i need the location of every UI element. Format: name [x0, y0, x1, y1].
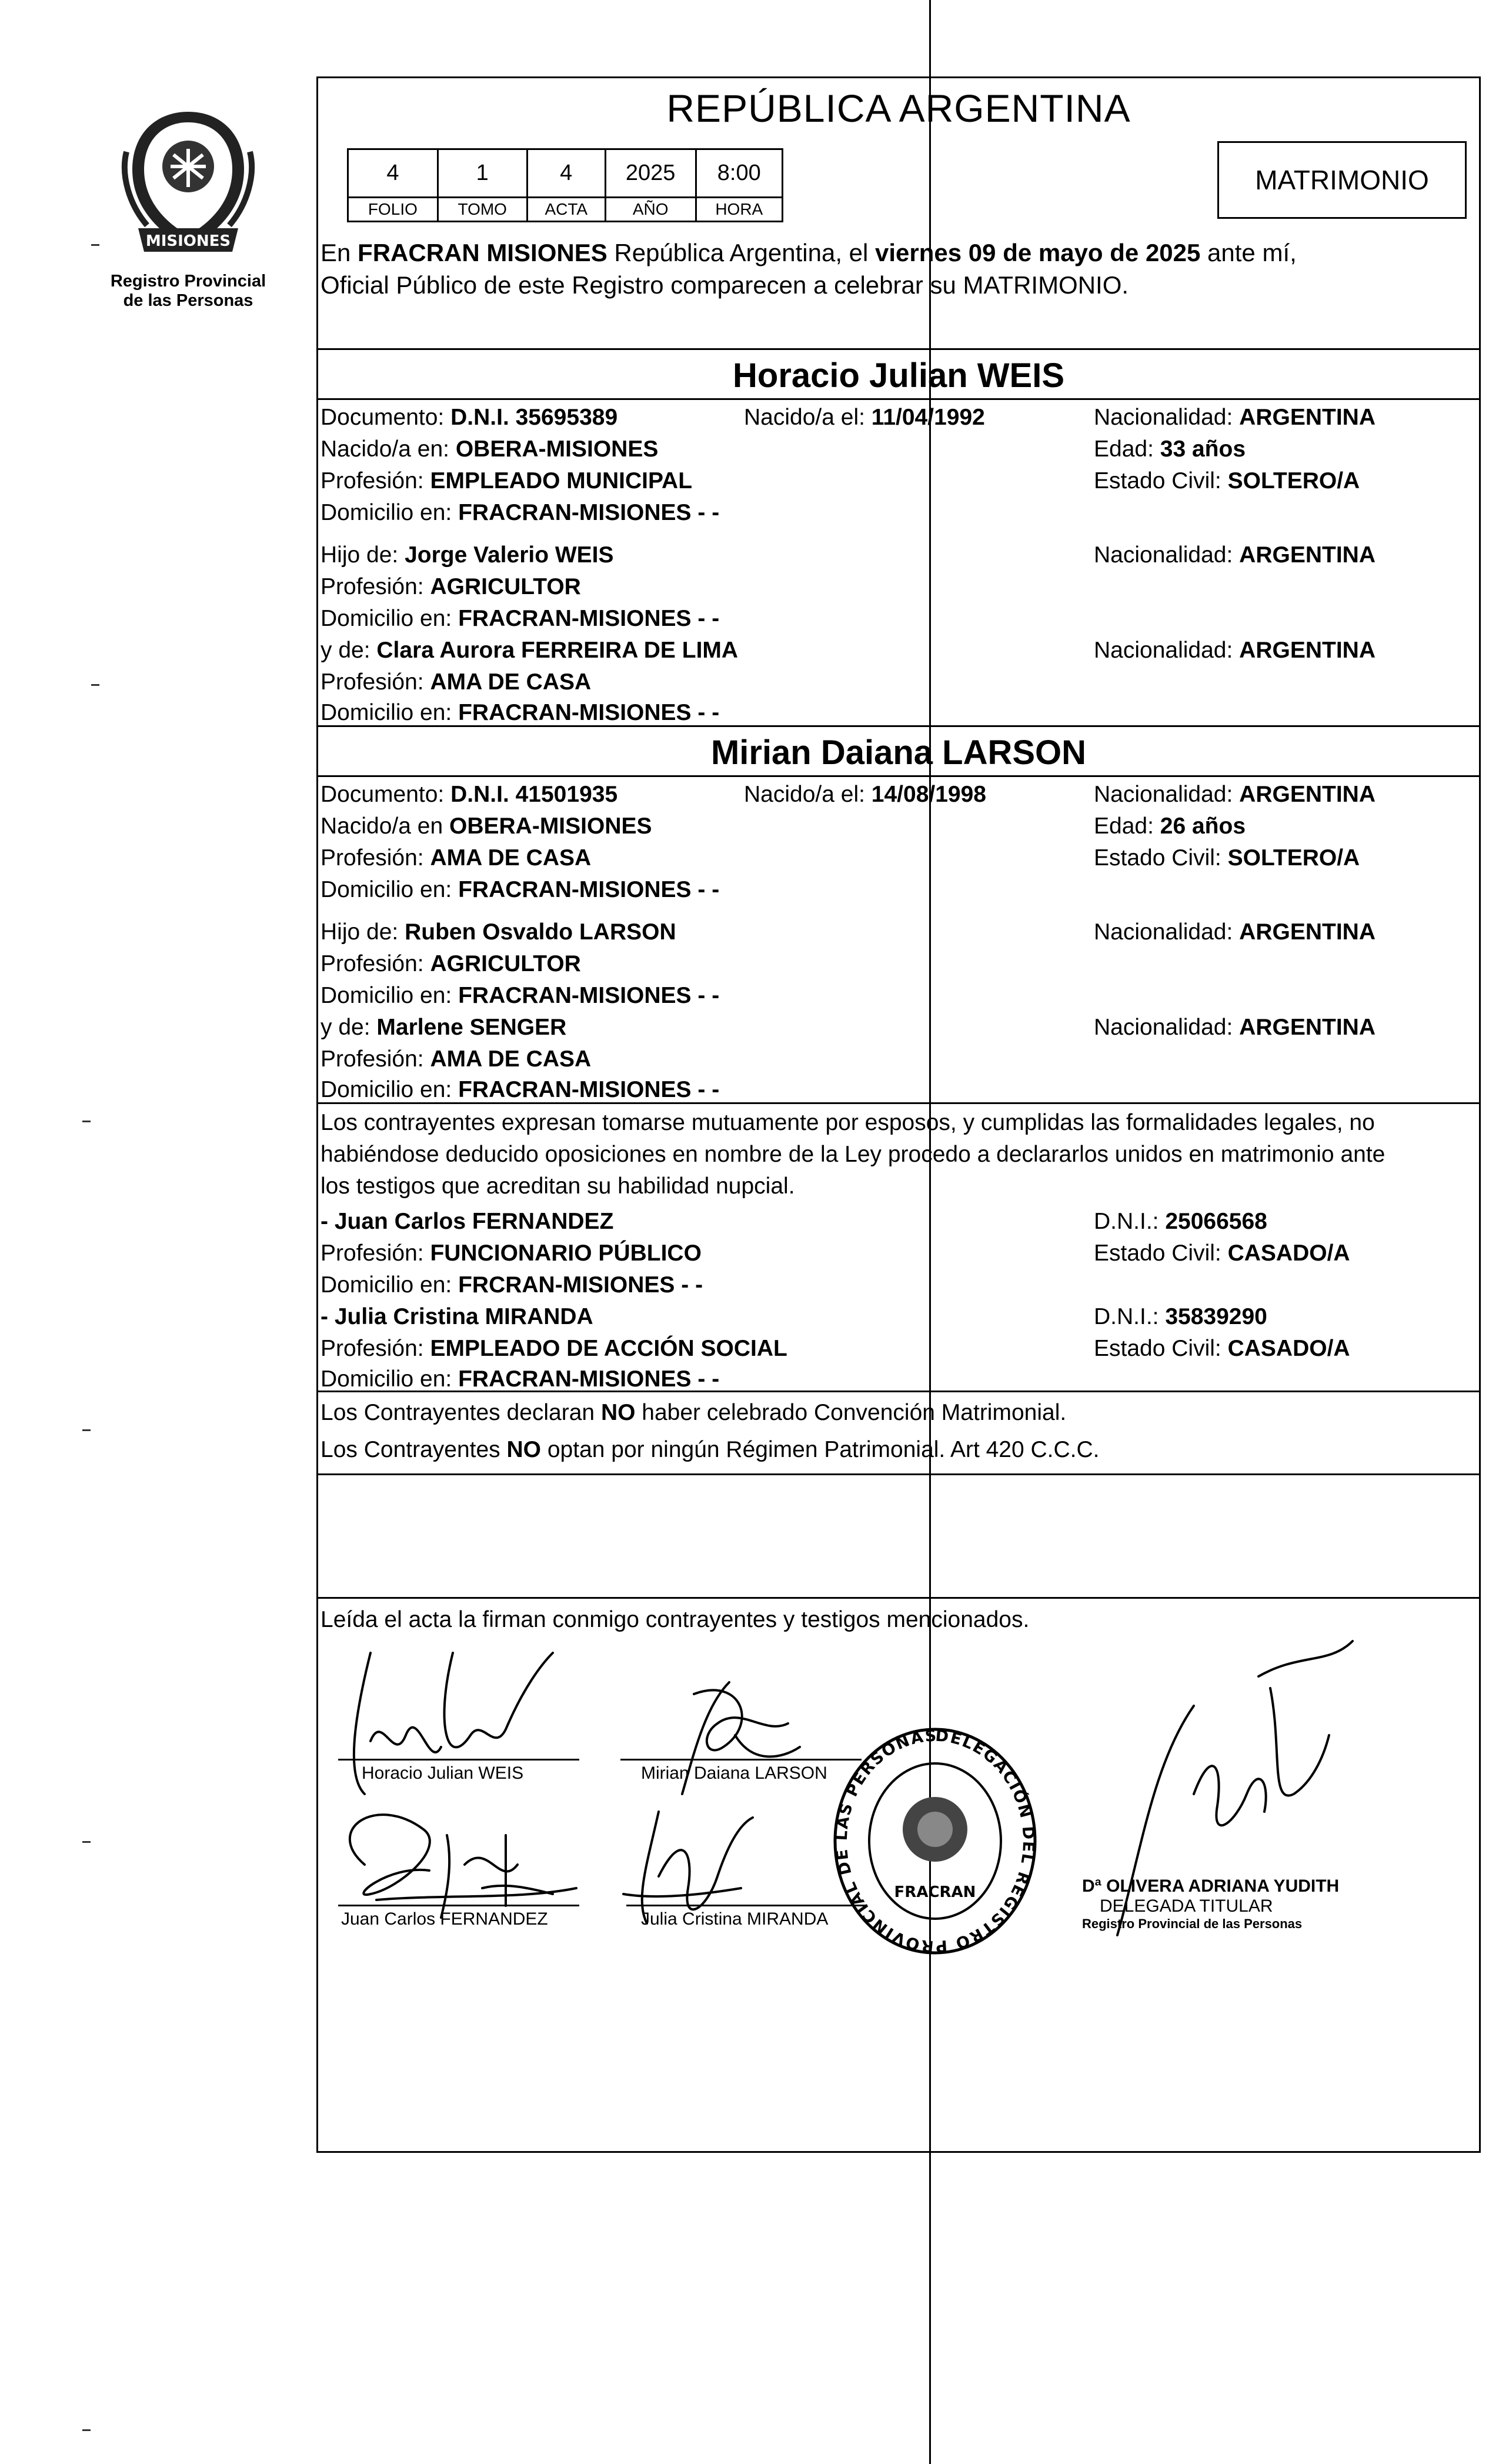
value: FRACRAN-MISIONES - -: [458, 983, 720, 1008]
label: Nacido/a en:: [321, 436, 456, 462]
c2-father-nationality: [1094, 919, 1376, 945]
intro-pre: En: [321, 239, 358, 266]
label: Nacionalidad:: [1094, 782, 1240, 807]
witness-1-civil: [1094, 1241, 1350, 1266]
label: Estado Civil:: [1094, 1336, 1228, 1361]
c1-father-nationality: [1094, 542, 1376, 568]
value: FUNCIONARIO PÚBLICO: [430, 1241, 702, 1266]
contrayente-2-name: Mirian Daiana LARSON: [710, 733, 1087, 772]
value: FRACRAN-MISIONES - -: [458, 1077, 720, 1102]
witness-1-domicile: [321, 1272, 703, 1298]
scan-mark: [82, 1121, 91, 1122]
acta-label: ACTA: [527, 198, 605, 222]
provincial-registry-logo: [115, 105, 262, 264]
value: AGRICULTOR: [430, 951, 581, 976]
c1-mother-profession: [321, 669, 591, 695]
c2-father-profession: [321, 951, 581, 977]
anio-label: AÑO: [605, 198, 696, 222]
folio-label: FOLIO: [348, 198, 438, 222]
value: CASADO/A: [1227, 1336, 1350, 1361]
c2-domicile: [321, 877, 719, 903]
value: AGRICULTOR: [430, 574, 581, 599]
hora-label: HORA: [696, 198, 782, 222]
c1-profession: [321, 468, 692, 494]
value: AMA DE CASA: [430, 669, 592, 695]
witness-2-domicile: [321, 1366, 719, 1392]
label: Profesión:: [321, 1046, 430, 1072]
c2-birthplace: [321, 813, 652, 839]
value: FRACRAN-MISIONES - -: [458, 1366, 720, 1392]
note-pre: Los Contrayentes: [321, 1437, 507, 1462]
value: Marlene SENGER: [376, 1015, 567, 1040]
signature-label-2: Mirian Daiana LARSON: [641, 1763, 827, 1783]
witness-1-profession: [321, 1241, 702, 1266]
label: Nacionalidad:: [1094, 919, 1240, 945]
c2-age: [1094, 813, 1246, 839]
intro-line-2: Oficial Público de este Registro comparecen a celebrar su MATRIMONIO.: [321, 271, 1129, 299]
value: ARGENTINA: [1239, 782, 1376, 807]
stamp-ring-text: DELEGACIÓN DEL REGISTRO PROVINCIAL DE LAS PERSONAS: [832, 1726, 1038, 1956]
declaration-paragraph: [321, 1107, 1476, 1202]
c2-mother-domicile: [321, 1077, 719, 1103]
divider: [316, 1597, 1481, 1599]
signature-horacio: [354, 1653, 553, 1794]
value: FRACRAN-MISIONES - -: [458, 877, 720, 902]
label: Profesión:: [321, 574, 430, 599]
scan-mark: [91, 684, 99, 686]
label: Documento:: [321, 782, 451, 807]
signature-label-3: Juan Carlos FERNANDEZ: [341, 1909, 548, 1929]
label: Nacido/a el:: [744, 782, 872, 807]
act-type-box: MATRIMONIO: [1217, 141, 1467, 219]
label: Edad:: [1094, 436, 1160, 462]
c2-profession: [321, 845, 591, 871]
signature-mirian: [682, 1682, 800, 1794]
divider: [316, 775, 1481, 777]
c1-age: [1094, 436, 1246, 462]
anio-value: 2025: [605, 149, 696, 198]
c2-mother-profession: [321, 1046, 591, 1072]
signature-julia: [623, 1812, 753, 1923]
c2-mother-nationality: [1094, 1015, 1376, 1041]
label: Domicilio en:: [321, 1366, 459, 1392]
official-role: DELEGADA TITULAR: [1100, 1896, 1273, 1916]
value: FRACRAN-MISIONES - -: [458, 700, 720, 725]
value: FRCRAN-MISIONES - -: [458, 1272, 703, 1298]
c1-father: [321, 542, 614, 568]
label: Profesión:: [321, 669, 430, 695]
label: Estado Civil:: [1094, 845, 1228, 871]
logo-caption-1: Registro Provincial: [110, 272, 266, 291]
c1-mother-domicile: [321, 700, 719, 726]
label: D.N.I.:: [1094, 1304, 1166, 1329]
label: Documento:: [321, 405, 451, 430]
label: Domicilio en:: [321, 700, 459, 725]
c2-document: [321, 782, 617, 808]
value: SOLTERO/A: [1227, 845, 1360, 871]
value: SOLTERO/A: [1227, 468, 1360, 494]
label: Domicilio en:: [321, 606, 459, 631]
intro-line-1: [321, 238, 1297, 268]
label: Domicilio en:: [321, 877, 459, 902]
registry-stamp: [829, 1718, 1041, 1965]
c2-civil-status: [1094, 845, 1360, 871]
official-name: Dª OLIVERA ADRIANA YUDITH: [1082, 1876, 1340, 1896]
value: 35839290: [1165, 1304, 1267, 1329]
note-post: optan por ningún Régimen Patrimonial. Art 420 C.C.C.: [541, 1437, 1100, 1462]
label: Nacionalidad:: [1094, 638, 1240, 663]
c2-father-domicile: [321, 983, 719, 1009]
intro-mid: República Argentina, el: [607, 239, 876, 266]
value: ARGENTINA: [1239, 405, 1376, 430]
note-convention: [321, 1400, 1066, 1426]
c1-civil-status: [1094, 468, 1360, 494]
label: D.N.I.:: [1094, 1209, 1166, 1234]
divider: [316, 348, 1481, 350]
logo-text: MISIONES: [145, 232, 231, 250]
value: EMPLEADO MUNICIPAL: [430, 468, 693, 494]
witness-1-name: - Juan Carlos FERNANDEZ: [321, 1209, 614, 1234]
label: Profesión:: [321, 845, 430, 871]
c2-father: [321, 919, 676, 945]
c1-father-domicile: [321, 606, 719, 632]
value: FRACRAN-MISIONES - -: [458, 500, 720, 525]
c2-mother: [321, 1015, 566, 1041]
c1-father-profession: [321, 574, 581, 600]
label: y de:: [321, 638, 377, 663]
official-stamp: [1082, 1876, 1447, 1932]
label: Domicilio en:: [321, 1272, 459, 1298]
label: Profesión:: [321, 1336, 430, 1361]
value: AMA DE CASA: [430, 1046, 592, 1072]
scan-mark: [82, 2429, 91, 2431]
value: 26 años: [1160, 813, 1246, 839]
note-bold: NO: [600, 1400, 636, 1425]
value: ARGENTINA: [1239, 1015, 1376, 1040]
label: Nacionalidad:: [1094, 1015, 1240, 1040]
value: 25066568: [1165, 1209, 1267, 1234]
intro-place: FRACRAN MISIONES: [358, 239, 607, 266]
label: Profesión:: [321, 951, 430, 976]
value: Ruben Osvaldo LARSON: [405, 919, 676, 945]
intro-post: ante mí,: [1200, 239, 1297, 266]
declaration-line: habiéndose deducido oposiciones en nombre de la Ley procedo a declararlos unidos en matrimonio ante: [321, 1142, 1386, 1167]
declaration-line: los testigos que acreditan su habilidad nupcial.: [321, 1173, 795, 1199]
note-post: haber celebrado Convención Matrimonial.: [635, 1400, 1067, 1425]
witness-2-civil: [1094, 1336, 1350, 1362]
label: y de:: [321, 1015, 377, 1040]
registry-box: [347, 148, 783, 222]
value: ARGENTINA: [1239, 919, 1376, 945]
label: Nacido/a en: [321, 813, 449, 839]
declaration-line: Los contrayentes expresan tomarse mutuamente por esposos, y cumplidas las formalidades legales, no: [321, 1110, 1375, 1135]
acta-value: 4: [527, 149, 605, 198]
witness-2-profession: [321, 1336, 787, 1362]
label: Estado Civil:: [1094, 468, 1228, 494]
c1-nationality: [1094, 405, 1376, 431]
tomo-label: TOMO: [438, 198, 527, 222]
label: Nacido/a el:: [744, 405, 872, 430]
c2-birthdate: [744, 782, 986, 808]
value: AMA DE CASA: [430, 845, 592, 871]
label: Profesión:: [321, 468, 430, 494]
c1-mother: [321, 638, 738, 663]
divider: [316, 1473, 1481, 1475]
value: 11/04/1992: [871, 405, 985, 430]
contrayente-1-name: Horacio Julian WEIS: [733, 356, 1064, 395]
c1-mother-nationality: [1094, 638, 1376, 663]
value: OBERA-MISIONES: [455, 436, 659, 462]
tomo-value: 1: [438, 149, 527, 198]
stamp-center-text: FRACRAN: [894, 1883, 976, 1901]
label: Nacionalidad:: [1094, 405, 1240, 430]
label: Domicilio en:: [321, 500, 459, 525]
witness-2-name: - Julia Cristina MIRANDA: [321, 1304, 593, 1329]
c1-birthdate: [744, 405, 985, 431]
label: Estado Civil:: [1094, 1241, 1228, 1266]
scan-mark: [82, 1429, 91, 1431]
official-office: Registro Provincial de las Personas: [1082, 1916, 1303, 1931]
label: Hijo de:: [321, 919, 405, 945]
value: FRACRAN-MISIONES - -: [458, 606, 720, 631]
label: Hijo de:: [321, 542, 405, 568]
label: Domicilio en:: [321, 983, 459, 1008]
signature-juan-carlos: [350, 1815, 576, 1918]
value: OBERA-MISIONES: [449, 813, 652, 839]
value: ARGENTINA: [1239, 542, 1376, 568]
witness-1-dni: [1094, 1209, 1267, 1235]
c1-birthplace: [321, 436, 658, 462]
value: EMPLEADO DE ACCIÓN SOCIAL: [430, 1336, 787, 1361]
value: Clara Aurora FERREIRA DE LIMA: [376, 638, 739, 663]
value: D.N.I. 35695389: [450, 405, 618, 430]
signature-label-1: Horacio Julian WEIS: [362, 1763, 524, 1783]
note-regime: [321, 1437, 1100, 1463]
value: ARGENTINA: [1239, 638, 1376, 663]
scan-mark: [82, 1841, 91, 1843]
folio-value: 4: [348, 149, 438, 198]
divider: [316, 398, 1481, 400]
c1-domicile: [321, 500, 719, 526]
label: Edad:: [1094, 813, 1160, 839]
hora-value: 8:00: [696, 149, 782, 198]
value: 33 años: [1160, 436, 1246, 462]
value: CASADO/A: [1227, 1241, 1350, 1266]
scan-mark: [91, 244, 99, 246]
intro-date: viernes 09 de mayo de 2025: [875, 239, 1201, 266]
witness-2-dni: [1094, 1304, 1267, 1330]
c1-document: [321, 405, 617, 431]
note-pre: Los Contrayentes declaran: [321, 1400, 601, 1425]
label: Nacionalidad:: [1094, 542, 1240, 568]
label: Domicilio en:: [321, 1077, 459, 1102]
closing-statement: Leída el acta la firman conmigo contrayentes y testigos mencionados.: [321, 1607, 1030, 1632]
value: 14/08/1998: [871, 782, 986, 807]
c2-nationality: [1094, 782, 1376, 808]
country-title: REPÚBLICA ARGENTINA: [666, 86, 1131, 130]
label: Profesión:: [321, 1241, 430, 1266]
value: D.N.I. 41501935: [450, 782, 618, 807]
note-bold: NO: [506, 1437, 542, 1462]
signature-label-4: Julia Cristina MIRANDA: [641, 1909, 829, 1929]
value: Jorge Valerio WEIS: [405, 542, 614, 568]
logo-caption-2: de las Personas: [123, 291, 253, 311]
